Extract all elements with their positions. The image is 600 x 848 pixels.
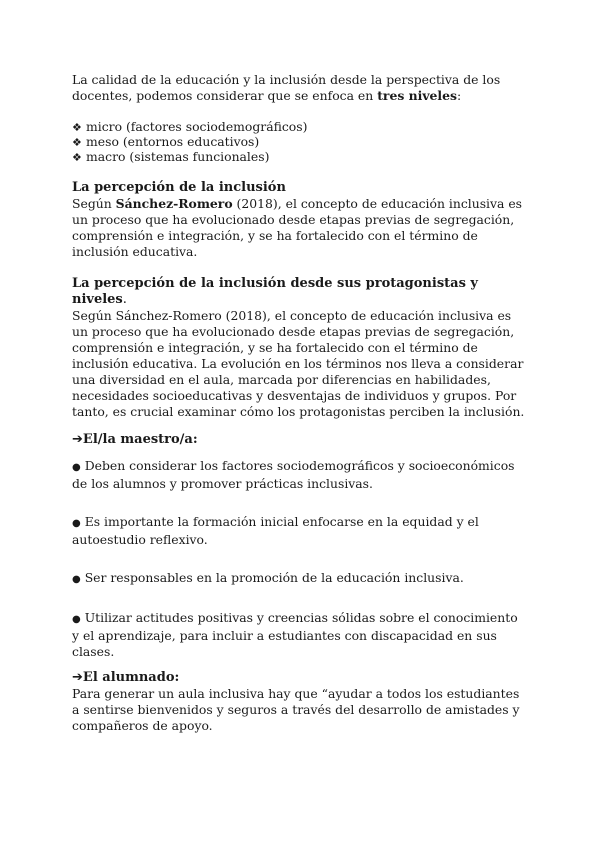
intro-text: La calidad de la educación y la inclusión desde la perspectiva de los docentes, podemos considerar que se enfoca en	[72, 72, 501, 103]
teacher-heading	[72, 432, 528, 448]
document-body	[72, 72, 528, 734]
section-paragraph	[72, 196, 528, 260]
section-perception	[72, 180, 528, 260]
section-pre: Según	[72, 195, 116, 211]
section-protagonists	[72, 276, 528, 420]
teacher-item-text: Utilizar actitudes positivas y creencias sólidas sobre el conocimiento y el aprendizaje, para incluir a estudiantes con discapacidad en sus clases.	[72, 609, 518, 659]
bullet-dot-icon: ●	[72, 613, 81, 625]
levels-list	[72, 120, 528, 166]
diamond-bullet-icon: ❖	[72, 121, 82, 134]
teacher-heading-text: El/la maestro/a:	[82, 431, 198, 447]
diamond-bullet-icon: ❖	[72, 151, 82, 165]
students-heading-text: El alumnado	[82, 669, 175, 685]
list-item	[72, 514, 528, 548]
list-item	[72, 610, 528, 660]
level-text: micro (factores sociodemográficos)	[86, 119, 308, 134]
students-heading	[72, 670, 528, 686]
section-paragraph: Según Sánchez-Romero (2018), el concepto de educación inclusiva es un proceso que ha evolucionado desde etapas previas de segregación, comprensión e integración, y se ha fortalecido con el término de inclusión educativa. La evolución en los términos nos lleva a considerar una diversidad en el aula, marcada por diferencias en habilidades, necesidades socioeducativas y desventajas de individuos y grupos. Por tanto, es crucial examinar cómo los protagonistas perciben la inclusión.	[72, 307, 525, 419]
bullet-dot-icon: ●	[72, 461, 81, 473]
section-text: (2018), el concepto de educación inclusiva es un proceso que ha evolucionado desde etapas previas de segregación, comprensión e integración, y se ha fortalecido con el término de inclusión educativa.	[72, 195, 523, 259]
list-item	[72, 570, 528, 588]
students-heading-end: :	[174, 669, 180, 685]
students-paragraph: Para generar un aula inclusiva hay que “ayudar a todos los estudiantes a sentirse bienvenidos y seguros a través del desarrollo de amistades y compañeros de apoyo.	[72, 685, 520, 733]
level-text: meso (entornos educativos)	[86, 134, 260, 150]
arrow-right-icon: ➔	[72, 431, 83, 447]
section-title-end: .	[122, 291, 127, 307]
section-title	[72, 276, 528, 308]
bullet-dot-icon: ●	[72, 573, 81, 585]
intro-end: :	[456, 88, 462, 103]
level-text: macro (sistemas funcionales)	[86, 149, 270, 165]
teacher-item-text: Deben considerar los factores sociodemográficos y socioeconómicos de los alumnos y promover prácticas inclusivas.	[72, 457, 515, 491]
bullet-dot-icon: ●	[72, 517, 81, 529]
intro-bold: tres niveles	[377, 88, 457, 103]
teacher-item-text: Ser responsables en la promoción de la educación inclusiva.	[84, 569, 464, 585]
list-item	[72, 458, 528, 492]
list-item	[72, 135, 528, 150]
list-item	[72, 150, 528, 165]
diamond-bullet-icon: ❖	[72, 136, 82, 150]
intro-paragraph	[72, 72, 528, 104]
section-title-text: La percepción de la inclusión desde sus protagonistas y niveles	[72, 275, 478, 307]
arrow-right-icon: ➔	[72, 669, 83, 685]
list-item	[72, 120, 528, 135]
section-author: Sánchez-Romero	[115, 195, 233, 211]
teacher-item-text: Es importante la formación inicial enfocarse en la equidad y el autoestudio reflexivo.	[72, 513, 479, 547]
section-title: La percepción de la inclusión	[72, 179, 286, 195]
